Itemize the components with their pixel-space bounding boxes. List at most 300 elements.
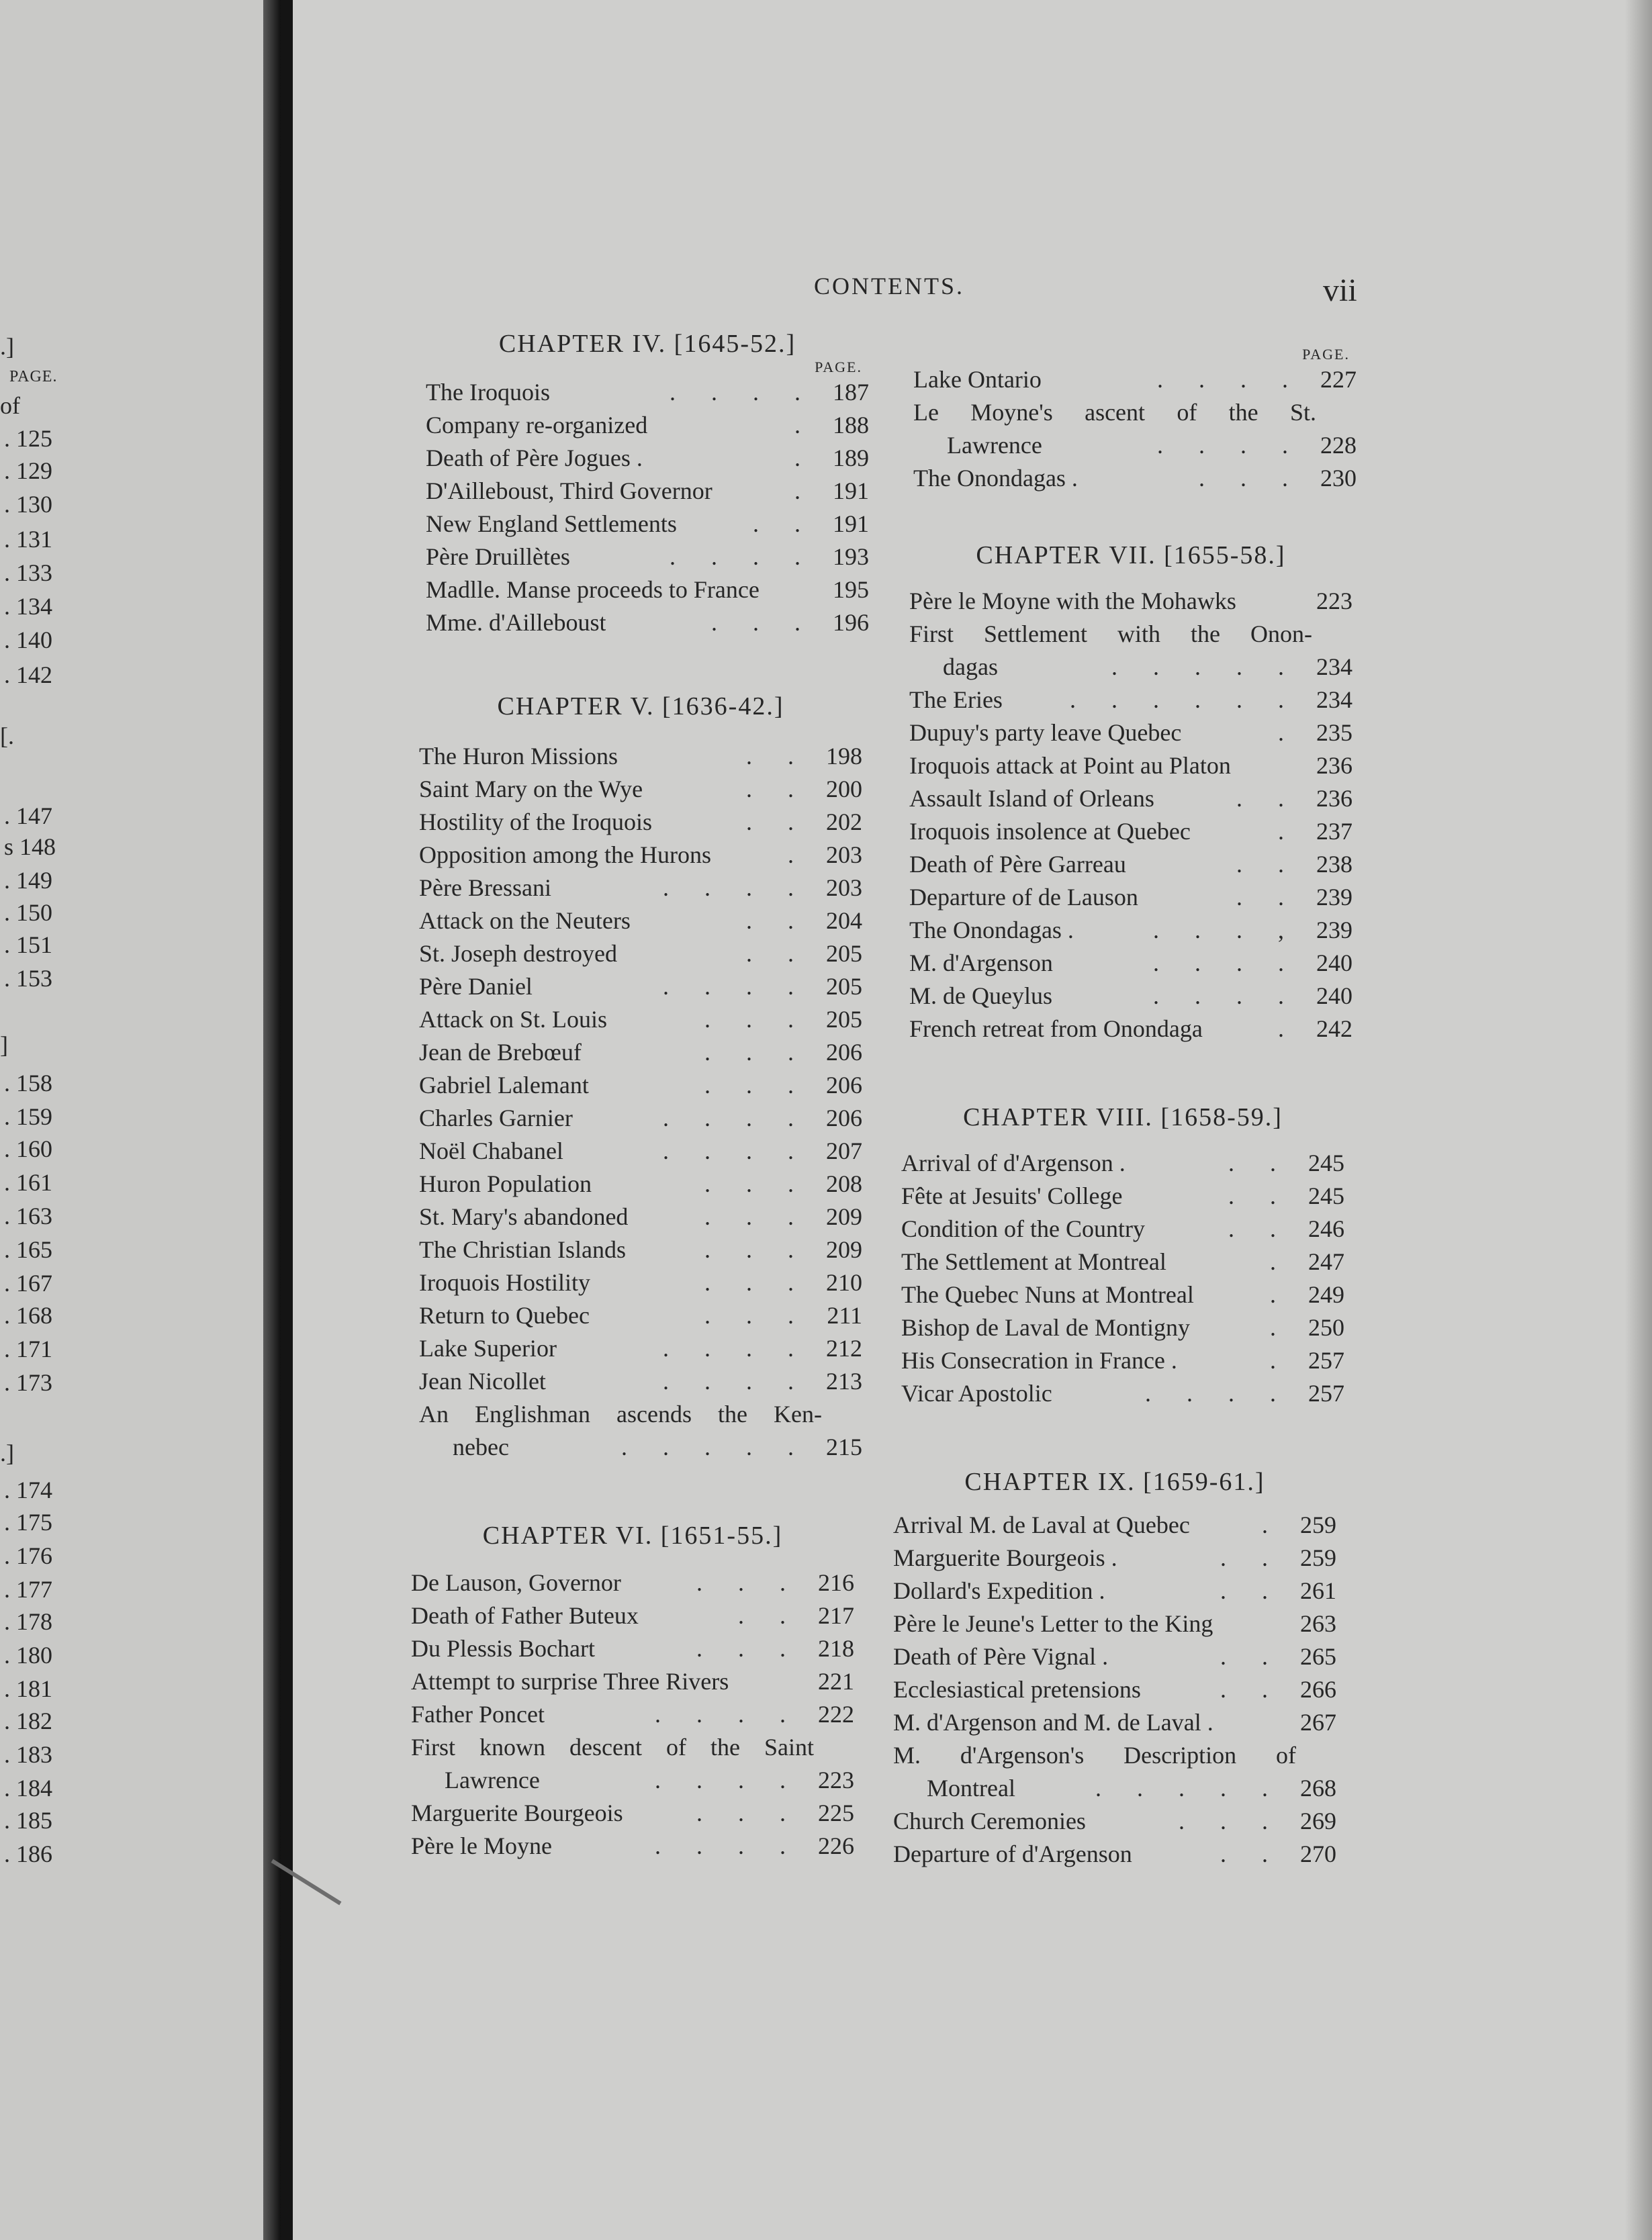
page-number: 234 bbox=[1316, 653, 1352, 680]
toc-entry[interactable] bbox=[426, 475, 869, 508]
dot-leader: . . . bbox=[704, 1203, 809, 1230]
page-number: . 186 bbox=[4, 1840, 52, 1867]
toc-entry[interactable] bbox=[901, 1213, 1344, 1246]
dot-leader: . . . bbox=[1179, 1808, 1283, 1834]
dot-leader: . . . bbox=[696, 1569, 800, 1596]
line-fragment: ] bbox=[0, 1031, 8, 1058]
entry-title: Dupuy's party leave Quebec bbox=[909, 719, 1182, 746]
entry-title: Jean de Brebœuf bbox=[419, 1039, 582, 1066]
entry-title: Bishop de Laval de Montigny bbox=[901, 1314, 1190, 1341]
toc-entry[interactable] bbox=[893, 1509, 1336, 1542]
page-number: . 163 bbox=[4, 1203, 52, 1229]
page-number: 236 bbox=[1316, 752, 1352, 779]
page-number: 257 bbox=[1308, 1380, 1344, 1407]
entry-title: Death of Père Garreau bbox=[909, 851, 1126, 878]
toc-entry[interactable] bbox=[909, 749, 1352, 782]
page-number: 249 bbox=[1308, 1281, 1344, 1308]
entry-title: Father Poncet bbox=[411, 1701, 545, 1728]
page-number: 259 bbox=[1300, 1544, 1336, 1571]
page-number: 206 bbox=[826, 1072, 862, 1099]
toc-entry[interactable] bbox=[419, 773, 862, 806]
entry-title: Lake Ontario bbox=[913, 366, 1042, 393]
entry-title: De Lauson, Governor bbox=[411, 1569, 621, 1596]
entry-title: Arrival M. de Laval at Quebec bbox=[893, 1511, 1190, 1538]
toc-entry[interactable] bbox=[426, 606, 869, 639]
toc-entry[interactable] bbox=[411, 1797, 854, 1830]
page-number: . 133 bbox=[4, 559, 52, 586]
entry-title: The Quebec Nuns at Montreal bbox=[901, 1281, 1194, 1308]
toc-entry[interactable] bbox=[909, 1013, 1352, 1045]
page-number: 215 bbox=[826, 1434, 862, 1460]
chapter-4-entries bbox=[426, 376, 869, 639]
toc-entry[interactable] bbox=[426, 573, 869, 606]
dot-leader: . . . . bbox=[1153, 949, 1299, 976]
page-number: 225 bbox=[818, 1800, 854, 1826]
entry-title: The Onondagas . bbox=[913, 465, 1078, 492]
toc-entry[interactable] bbox=[909, 815, 1352, 848]
chapter-heading: CHAPTER VII. [1655-58.] bbox=[976, 541, 1286, 569]
toc-entry-continued[interactable]: dagas . . . . . 234 bbox=[909, 651, 1352, 684]
toc-entry[interactable] bbox=[419, 1299, 862, 1332]
toc-entry[interactable]: Le Moyne's ascent of the St. bbox=[913, 399, 1316, 426]
dot-leader: . . . . bbox=[663, 1368, 809, 1395]
page-number: 203 bbox=[826, 841, 862, 868]
page-number: 269 bbox=[1300, 1808, 1336, 1834]
chapter-5-entries bbox=[419, 740, 862, 1398]
entry-title: Noël Chabanel bbox=[419, 1137, 563, 1164]
entry-title: M. de Queylus bbox=[909, 982, 1052, 1009]
page-number: s 148 bbox=[4, 833, 56, 860]
toc-entry[interactable] bbox=[426, 409, 869, 442]
page-number: 240 bbox=[1316, 982, 1352, 1009]
page-number: . 129 bbox=[4, 457, 52, 484]
page-number: 261 bbox=[1300, 1577, 1336, 1604]
page-number: 259 bbox=[1300, 1511, 1336, 1538]
entry-title: Assault Island of Orleans bbox=[909, 785, 1154, 812]
page-number: . 142 bbox=[4, 661, 52, 688]
previous-page-fragment bbox=[0, 0, 271, 2240]
toc-entry[interactable] bbox=[909, 881, 1352, 914]
line-fragment: .] bbox=[0, 333, 14, 360]
toc-entry[interactable] bbox=[913, 363, 1357, 396]
dot-leader: . . bbox=[746, 907, 809, 934]
entry-title: Iroquois attack at Point au Platon bbox=[909, 752, 1231, 779]
toc-entry[interactable] bbox=[411, 1830, 854, 1863]
dot-leader bbox=[729, 1665, 805, 1698]
page-number: 206 bbox=[826, 1105, 862, 1131]
toc-entry[interactable] bbox=[419, 1332, 862, 1365]
dot-leader: . . bbox=[1228, 1150, 1291, 1176]
entry-title: Marguerite Bourgeois bbox=[411, 1800, 623, 1826]
page-number: 235 bbox=[1316, 719, 1352, 746]
chapter-heading: CHAPTER IV. [1645-52.] bbox=[498, 330, 796, 358]
page-number: 270 bbox=[1300, 1840, 1336, 1867]
dot-leader: . . . . bbox=[663, 1105, 809, 1131]
toc-entry[interactable] bbox=[411, 1567, 854, 1599]
page-number: . 150 bbox=[4, 899, 52, 926]
dot-leader bbox=[1213, 1706, 1287, 1739]
dot-leader: . . . bbox=[704, 1302, 809, 1329]
entry-title: Arrival of d'Argenson . bbox=[901, 1150, 1126, 1176]
page-number: . 171 bbox=[4, 1336, 52, 1362]
entry-title: New England Settlements bbox=[426, 510, 677, 537]
page-number: 246 bbox=[1308, 1215, 1344, 1242]
contents-column-right bbox=[913, 346, 1357, 495]
page-number: 240 bbox=[1316, 949, 1352, 976]
toc-entry[interactable] bbox=[419, 937, 862, 970]
toc-entry[interactable] bbox=[419, 872, 862, 904]
page-number: 200 bbox=[826, 776, 862, 802]
toc-entry[interactable] bbox=[893, 1673, 1336, 1706]
entry-title: Père le Jeune's Letter to the King bbox=[893, 1610, 1213, 1637]
dot-leader: . . bbox=[1236, 851, 1299, 878]
page-number: 191 bbox=[833, 477, 869, 504]
page-number: . 177 bbox=[4, 1576, 52, 1603]
toc-entry[interactable] bbox=[901, 1147, 1344, 1180]
entry-title: Jean Nicollet bbox=[419, 1368, 546, 1395]
toc-entry[interactable] bbox=[901, 1377, 1344, 1410]
page-folio: vii bbox=[1323, 273, 1357, 308]
toc-entry[interactable] bbox=[411, 1698, 854, 1731]
page-number: . 185 bbox=[4, 1807, 52, 1834]
dot-leader: . . . . bbox=[663, 874, 809, 901]
entry-title: Departure of de Lauson bbox=[909, 884, 1138, 911]
dot-leader: . bbox=[1278, 719, 1299, 746]
chapter-6-entries-right bbox=[913, 363, 1357, 396]
dot-leader bbox=[1213, 1607, 1287, 1640]
chapter-7-entries bbox=[909, 585, 1352, 618]
page-number: 242 bbox=[1316, 1015, 1352, 1042]
entry-title: Charles Garnier bbox=[419, 1105, 573, 1131]
entry-title: The Settlement at Montreal bbox=[901, 1248, 1166, 1275]
chapter-9-entries-continued bbox=[893, 1805, 1336, 1871]
dot-leader: . . bbox=[1228, 1215, 1291, 1242]
chapter-9-entries bbox=[893, 1509, 1336, 1739]
entry-title: M. d'Argenson and M. de Laval . bbox=[893, 1709, 1213, 1736]
page-number: . 183 bbox=[4, 1741, 52, 1768]
page-number: 204 bbox=[826, 907, 862, 934]
entry-title: Mme. d'Ailleboust bbox=[426, 609, 606, 636]
dot-leader: . . . bbox=[704, 1170, 809, 1197]
entry-title: Madlle. Manse proceeds to France bbox=[426, 576, 760, 603]
page-number: . 147 bbox=[4, 802, 52, 829]
dot-leader: . . . bbox=[711, 609, 815, 636]
toc-entry[interactable] bbox=[909, 585, 1352, 618]
entry-title: Death of Father Buteux bbox=[411, 1602, 639, 1629]
entry-title: Père le Moyne with the Mohawks bbox=[909, 588, 1236, 614]
entry-title: Fête at Jesuits' College bbox=[901, 1182, 1123, 1209]
line-fragment: of bbox=[0, 392, 20, 419]
toc-entry[interactable] bbox=[901, 1278, 1344, 1311]
dot-leader: . . . bbox=[704, 1269, 809, 1296]
chapter-heading: CHAPTER IX. [1659-61.] bbox=[964, 1468, 1265, 1496]
toc-entry[interactable] bbox=[411, 1632, 854, 1665]
toc-entry[interactable] bbox=[419, 1003, 862, 1036]
page-number: 239 bbox=[1316, 917, 1352, 943]
entry-title: Père Daniel bbox=[419, 973, 533, 1000]
page-number: 257 bbox=[1308, 1347, 1344, 1374]
toc-entry[interactable] bbox=[419, 1266, 862, 1299]
page-number: . 140 bbox=[4, 626, 52, 653]
page-column-label: PAGE. bbox=[815, 359, 862, 375]
page-edge-shadow bbox=[1625, 0, 1652, 2240]
page-number: . 168 bbox=[4, 1302, 52, 1329]
toc-entry[interactable] bbox=[419, 970, 862, 1003]
book-gutter bbox=[263, 0, 281, 2240]
entry-title: Attempt to surprise Three Rivers bbox=[411, 1668, 729, 1695]
toc-entry[interactable] bbox=[909, 914, 1352, 947]
contents-column-right-ch8 bbox=[901, 1103, 1344, 1410]
toc-entry[interactable] bbox=[901, 1246, 1344, 1278]
dot-leader: . . . . bbox=[663, 1137, 809, 1164]
entry-title: The Christian Islands bbox=[419, 1236, 626, 1263]
toc-entry[interactable] bbox=[913, 462, 1357, 495]
toc-entry[interactable] bbox=[893, 1805, 1336, 1838]
dot-leader: . . bbox=[1220, 1840, 1283, 1867]
toc-entry-continued[interactable]: Lawrence . . . . 223 bbox=[411, 1764, 854, 1797]
dot-leader: . . . . bbox=[670, 379, 815, 406]
line-fragment: [. bbox=[0, 722, 14, 749]
toc-entry[interactable] bbox=[909, 684, 1352, 716]
toc-entry[interactable] bbox=[901, 1344, 1344, 1377]
chapter-6-entries-right-continued bbox=[913, 462, 1357, 495]
page-number: . 125 bbox=[4, 425, 52, 452]
dot-leader: . bbox=[1262, 1511, 1283, 1538]
toc-entry[interactable] bbox=[893, 1838, 1336, 1871]
page-number: 230 bbox=[1320, 465, 1357, 492]
dot-leader: . . . . bbox=[1145, 1380, 1291, 1407]
dot-leader: . . bbox=[1220, 1643, 1283, 1670]
page-number: . 161 bbox=[4, 1169, 52, 1196]
page-number: 195 bbox=[833, 576, 869, 603]
page-number: . 130 bbox=[4, 491, 52, 518]
page-number: 238 bbox=[1316, 851, 1352, 878]
entry-title: Du Plessis Bochart bbox=[411, 1635, 595, 1662]
entry-title: Death of Père Vignal . bbox=[893, 1643, 1109, 1670]
toc-entry[interactable] bbox=[909, 782, 1352, 815]
page-number: 188 bbox=[833, 412, 869, 438]
line-fragment: .] bbox=[0, 1440, 14, 1466]
chapter-8-entries bbox=[901, 1147, 1344, 1410]
page-number: . 180 bbox=[4, 1642, 52, 1669]
dot-leader: . . bbox=[1236, 884, 1299, 911]
entry-title: Return to Quebec bbox=[419, 1302, 590, 1329]
dot-leader: . bbox=[1270, 1248, 1291, 1275]
entry-title: His Consecration in France . bbox=[901, 1347, 1177, 1374]
entry-title: Hostility of the Iroquois bbox=[419, 808, 652, 835]
page-number: 245 bbox=[1308, 1150, 1344, 1176]
toc-entry[interactable] bbox=[909, 716, 1352, 749]
toc-entry-continued[interactable]: Lawrence . . . . 228 bbox=[913, 429, 1357, 462]
entry-title: French retreat from Onondaga bbox=[909, 1015, 1203, 1042]
page-number: 198 bbox=[826, 743, 862, 769]
dot-leader: . . . bbox=[1199, 465, 1303, 492]
toc-entry[interactable] bbox=[901, 1180, 1344, 1213]
page-number: . 131 bbox=[4, 526, 52, 553]
page-number: . 149 bbox=[4, 867, 52, 894]
toc-entry[interactable] bbox=[909, 848, 1352, 881]
toc-entry[interactable]: First Settlement with the Onon- bbox=[909, 620, 1312, 647]
page-number: . 158 bbox=[4, 1070, 52, 1096]
page-number: 206 bbox=[826, 1039, 862, 1066]
page-number: 205 bbox=[826, 1006, 862, 1033]
entry-title: Attack on St. Louis bbox=[419, 1006, 607, 1033]
dot-leader: . . . . bbox=[663, 1335, 809, 1362]
chapter-heading: CHAPTER V. [1636-42.] bbox=[497, 692, 784, 720]
page-number: 223 bbox=[818, 1767, 854, 1793]
entry-title: The Onondagas . bbox=[909, 917, 1074, 943]
page-number: . 182 bbox=[4, 1708, 52, 1734]
page-number: 266 bbox=[1300, 1676, 1336, 1703]
toc-entry[interactable]: M. d'Argenson's Description of bbox=[893, 1742, 1296, 1769]
dot-leader: . . . . bbox=[1153, 982, 1299, 1009]
dot-leader: . . bbox=[1220, 1544, 1283, 1571]
toc-entry-continued[interactable]: nebec . . . . . 215 bbox=[419, 1431, 862, 1464]
toc-entry[interactable] bbox=[419, 740, 862, 773]
entry-title: The Huron Missions bbox=[419, 743, 618, 769]
page-number: 193 bbox=[833, 543, 869, 570]
page-number: 216 bbox=[818, 1569, 854, 1596]
contents-column-left-ch5 bbox=[419, 692, 862, 1464]
page-column-label: PAGE. bbox=[1302, 346, 1350, 363]
dot-leader: . . bbox=[746, 743, 809, 769]
page-number: 210 bbox=[826, 1269, 862, 1296]
page-number: 209 bbox=[826, 1236, 862, 1263]
page-number: 208 bbox=[826, 1170, 862, 1197]
page-number: 234 bbox=[1316, 686, 1352, 713]
dot-leader: . bbox=[794, 412, 815, 438]
entry-title: Condition of the Country bbox=[901, 1215, 1145, 1242]
toc-entry[interactable] bbox=[419, 1233, 862, 1266]
page-number: . 151 bbox=[4, 931, 52, 958]
page-number: . 167 bbox=[4, 1270, 52, 1297]
toc-entry[interactable] bbox=[901, 1311, 1344, 1344]
entry-title: Company re-organized bbox=[426, 412, 648, 438]
toc-entry[interactable] bbox=[419, 1168, 862, 1201]
toc-entry[interactable] bbox=[419, 904, 862, 937]
entry-title: The Eries bbox=[909, 686, 1003, 713]
toc-entry[interactable] bbox=[419, 806, 862, 839]
dot-leader: . bbox=[1278, 818, 1299, 845]
page-number: 202 bbox=[826, 808, 862, 835]
page-number: . 165 bbox=[4, 1236, 52, 1263]
page-number: 187 bbox=[833, 379, 869, 406]
page-number: 196 bbox=[833, 609, 869, 636]
toc-entry[interactable] bbox=[909, 947, 1352, 980]
toc-entry[interactable] bbox=[419, 1036, 862, 1069]
entry-title: Père Druillètes bbox=[426, 543, 570, 570]
toc-entry[interactable] bbox=[419, 839, 862, 872]
toc-entry[interactable] bbox=[426, 541, 869, 573]
page-number: . 160 bbox=[4, 1135, 52, 1162]
entry-title: St. Mary's abandoned bbox=[419, 1203, 629, 1230]
page-number: . 153 bbox=[4, 965, 52, 992]
page-number: . 175 bbox=[4, 1509, 52, 1536]
page-number: 218 bbox=[818, 1635, 854, 1662]
page-number: 212 bbox=[826, 1335, 862, 1362]
page-number: . 178 bbox=[4, 1608, 52, 1635]
toc-entry[interactable]: An Englishman ascends the Ken- bbox=[419, 1401, 822, 1428]
dot-leader: . bbox=[1270, 1281, 1291, 1308]
page-number: 191 bbox=[833, 510, 869, 537]
toc-entry[interactable] bbox=[909, 980, 1352, 1013]
page-number: 239 bbox=[1316, 884, 1352, 911]
dot-leader: . bbox=[1270, 1314, 1291, 1341]
entry-title: St. Joseph destroyed bbox=[419, 940, 617, 967]
page-number: 223 bbox=[1316, 588, 1352, 614]
page-number: 207 bbox=[826, 1137, 862, 1164]
dot-leader: . . . bbox=[704, 1006, 809, 1033]
toc-entry[interactable] bbox=[893, 1575, 1336, 1607]
page-number: 237 bbox=[1316, 818, 1352, 845]
toc-entry-continued[interactable]: Montreal . . . . . 268 bbox=[893, 1772, 1336, 1805]
entry-title: Vicar Apostolic bbox=[901, 1380, 1052, 1407]
page-number: 268 bbox=[1300, 1775, 1336, 1802]
dot-leader: . . . . . . bbox=[1070, 686, 1299, 713]
page-number: . 134 bbox=[4, 593, 52, 620]
toc-entry[interactable] bbox=[419, 1365, 862, 1398]
entry-title: Huron Population bbox=[419, 1170, 592, 1197]
page-number: 227 bbox=[1320, 366, 1357, 393]
entry-title: Lake Superior bbox=[419, 1335, 557, 1362]
toc-entry[interactable] bbox=[419, 1102, 862, 1135]
entry-title: Attack on the Neuters bbox=[419, 907, 631, 934]
toc-entry[interactable] bbox=[426, 376, 869, 409]
entry-title: Iroquois Hostility bbox=[419, 1269, 591, 1296]
toc-entry[interactable] bbox=[411, 1665, 854, 1698]
page-number: 213 bbox=[826, 1368, 862, 1395]
chapter-6-entries-continued bbox=[411, 1797, 854, 1863]
toc-entry[interactable] bbox=[426, 442, 869, 475]
entry-title: Ecclesiastical pretensions bbox=[893, 1676, 1141, 1703]
page-number: 205 bbox=[826, 973, 862, 1000]
contents-column-right-ch9 bbox=[893, 1467, 1336, 1871]
page-number: 209 bbox=[826, 1203, 862, 1230]
toc-entry[interactable]: First known descent of the Saint bbox=[411, 1734, 814, 1761]
toc-entry[interactable] bbox=[411, 1599, 854, 1632]
toc-entry[interactable] bbox=[893, 1542, 1336, 1575]
page-number: . 176 bbox=[4, 1542, 52, 1569]
page-number: 245 bbox=[1308, 1182, 1344, 1209]
toc-entry[interactable] bbox=[419, 1201, 862, 1233]
page-number: . 174 bbox=[4, 1477, 52, 1503]
page-number: . 159 bbox=[4, 1103, 52, 1130]
entry-title: Departure of d'Argenson bbox=[893, 1840, 1132, 1867]
toc-entry[interactable] bbox=[893, 1706, 1336, 1739]
dot-leader bbox=[1231, 749, 1303, 782]
page-number: . 173 bbox=[4, 1369, 52, 1396]
chapter-7-entries-continued bbox=[909, 684, 1352, 1045]
dot-leader bbox=[1236, 585, 1303, 618]
entry-title: D'Ailleboust, Third Governor bbox=[426, 477, 713, 504]
contents-column-left bbox=[426, 329, 869, 639]
page-number: 250 bbox=[1308, 1314, 1344, 1341]
entry-title: Marguerite Bourgeois . bbox=[893, 1544, 1117, 1571]
dot-leader: . . bbox=[1220, 1676, 1283, 1703]
page-number: 263 bbox=[1300, 1610, 1336, 1637]
toc-entry[interactable] bbox=[419, 1135, 862, 1168]
entry-title: Church Ceremonies bbox=[893, 1808, 1086, 1834]
page-number: 247 bbox=[1308, 1248, 1344, 1275]
dot-leader: . bbox=[1270, 1347, 1291, 1374]
dot-leader: . bbox=[794, 445, 815, 471]
toc-entry[interactable] bbox=[426, 508, 869, 541]
toc-entry[interactable] bbox=[893, 1640, 1336, 1673]
entry-title: Père Bressani bbox=[419, 874, 551, 901]
entry-title: M. d'Argenson bbox=[909, 949, 1053, 976]
toc-entry[interactable] bbox=[419, 1069, 862, 1102]
toc-entry[interactable] bbox=[893, 1607, 1336, 1640]
